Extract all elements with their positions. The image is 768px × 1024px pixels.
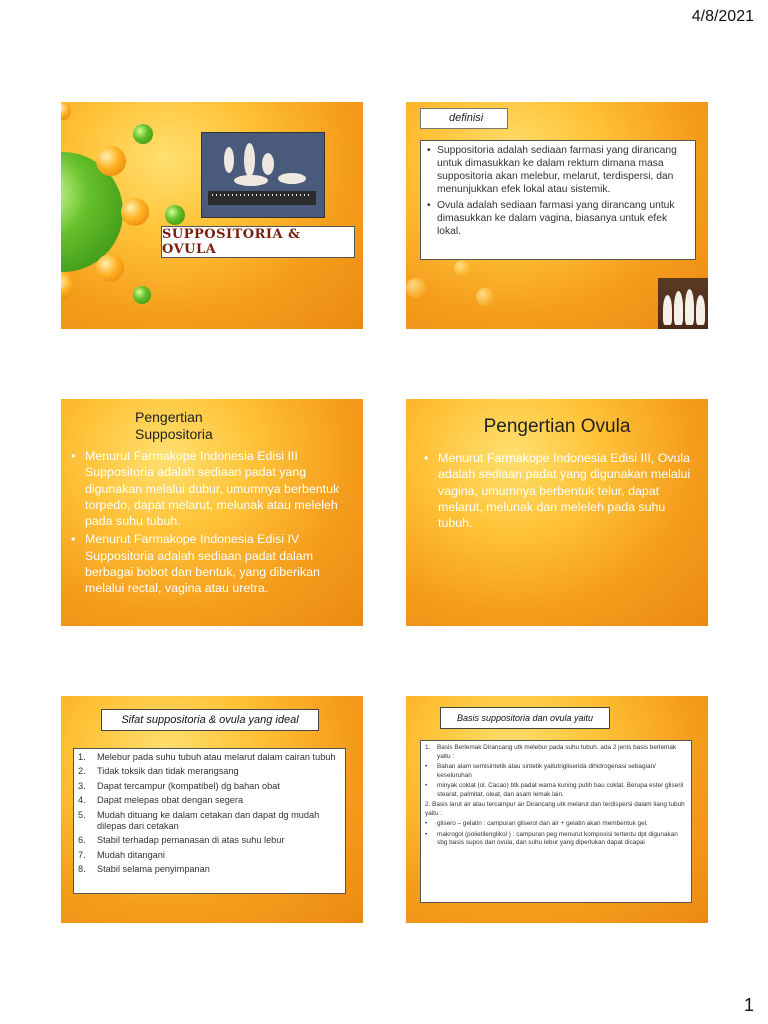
list-number: 3.	[78, 780, 86, 791]
list-number: 5.	[78, 809, 86, 820]
bullet-text: Menurut Farmakope Indonesia Edisi IV Suppositoria adalah sediaan padat dalam berbagai bobot dan bentuk, yang diberikan melalui rectal, vagina atau uretra.	[85, 532, 320, 596]
list-item	[78, 835, 339, 846]
list-item	[78, 752, 339, 763]
bullet-mark: •	[424, 451, 429, 465]
list-text: Dapat tercampur (kompatibel) dg bahan obat	[97, 780, 280, 791]
slide-pengertian-suppositoria	[61, 399, 363, 626]
orange-bubble-decoration	[61, 272, 73, 300]
list-number: 7.	[78, 849, 86, 860]
list-number: 4.	[78, 795, 86, 806]
list-text: Bahan alam semisintetik atau sintetik yaitutrigliserida dihidrogenasi sebagian/ keseluruhan	[437, 763, 656, 779]
green-bubble-decoration	[133, 124, 153, 144]
bullet-mark: •	[425, 763, 428, 770]
list-text: Basis Berlemak Dirancang utk melebur pada suhu tubuh. ada 2 jenis basis berlemak yaitu :	[437, 744, 677, 760]
bullet-text: Suppositoria adalah sediaan farmasi yang dirancang untuk dimasukkan ke dalam rektum dimana masa suppositoria akan melebur, melarut, terdispersi, dan menunjukkan efek lokal atau sistemik.	[437, 145, 677, 195]
list-text: Mudah dituang ke dalam cetakan dan dapat dg mudah dilepas dari cetakan	[97, 809, 320, 832]
suppository-shape	[224, 147, 234, 173]
list-item	[425, 782, 685, 799]
list-item	[425, 801, 685, 818]
list-item	[78, 810, 339, 833]
list-item	[78, 781, 339, 792]
list-text: Stabil terhadap pemanasan di atas suhu lebur	[97, 835, 285, 846]
list-item	[71, 531, 355, 596]
list-item	[425, 744, 685, 761]
slide-basis	[406, 696, 708, 923]
orange-bubble-decoration	[121, 198, 149, 226]
list-text: Tidak toksik dan tidak merangsang	[97, 766, 239, 777]
definisi-label: definisi	[420, 108, 508, 129]
sifat-list	[73, 748, 346, 894]
list-number: 1.	[425, 744, 431, 751]
page-number: 1	[743, 995, 754, 1015]
list-text: Mudah ditangani	[97, 849, 165, 860]
basis-list	[420, 740, 692, 903]
bullet-mark: •	[427, 200, 431, 211]
slide-heading: Pengertian Suppositoria	[135, 409, 213, 442]
list-number: 1.	[78, 752, 86, 762]
ruler-image	[208, 191, 316, 205]
slide-title-text: SUPPOSITORIA & OVULA	[161, 226, 355, 258]
slide-body	[424, 450, 700, 533]
sifat-label: Sifat suppositoria & ovula yang ideal	[101, 709, 319, 731]
slide-body	[71, 448, 355, 599]
ovule-shape	[696, 295, 705, 325]
list-text: Stabil selama penyimpanan	[97, 864, 210, 875]
ovule-shape	[663, 295, 672, 325]
basis-label: Basis suppositoria dan ovula yaitu	[440, 707, 610, 729]
list-text: glisero – gelatin : campuran gliserol dan air + gelatin akan membentuk gel.	[437, 820, 648, 827]
list-item	[427, 144, 689, 196]
slide-footer-mark	[356, 321, 357, 326]
list-number: 2.	[78, 766, 86, 777]
suppository-photo	[201, 132, 325, 218]
list-text: makrogol (polietilenglikol ) : campuran peg menurut komposisi tertentu dpt digunakan sbg basis supos dan ovula, dan suhu lebur yang diperlukan dapat dicapai	[437, 830, 678, 846]
ovula-photo	[658, 278, 708, 329]
bullet-mark: •	[425, 782, 428, 789]
orange-bubble-decoration	[96, 146, 126, 176]
ovule-shape	[674, 291, 683, 325]
list-text: Melebur pada suhu tubuh atau melarut dalam cairan tubuh	[97, 752, 336, 762]
bullet-mark: •	[427, 145, 431, 156]
faint-bubble-decoration	[454, 260, 470, 276]
slide-definisi	[406, 102, 708, 329]
slide-heading: Pengertian Ovula	[483, 416, 631, 437]
bullet-mark: •	[71, 449, 76, 463]
orange-bubble-decoration	[96, 254, 124, 282]
bullet-mark: •	[425, 820, 428, 827]
green-bubble-decoration	[133, 286, 151, 304]
list-item	[425, 763, 685, 780]
list-item	[78, 795, 339, 806]
bullet-text: Ovula adalah sediaan farmasi yang dirancang untuk dimasukkan ke dalam vagina, biasanya untuk efek lokal.	[437, 200, 675, 237]
ovule-shape	[685, 289, 694, 325]
suppository-shape	[244, 143, 255, 177]
print-date: 4/8/2021	[691, 8, 754, 25]
list-text: minyak coklat (ol. Cacao) btk padat warna kuning putih bau coklat. Berupa ester gliseril stearat, palmitat, oleat, dan asam lemak lain.	[437, 782, 684, 798]
list-number: 6.	[78, 835, 86, 846]
suppository-shape	[234, 175, 268, 186]
slide-pengertian-ovula	[406, 399, 708, 626]
list-item	[78, 864, 339, 875]
bullet-text: Menurut Farmakope Indonesia Edisi III, Ovula adalah sediaan padat yang digunakan melalui vagina, umumnya berbentuk telur, dapat melarut, melunak dan meleleh pada suhu tubuh.	[438, 451, 691, 531]
list-number: 8.	[78, 864, 86, 875]
list-item	[424, 450, 700, 531]
list-item	[78, 850, 339, 861]
list-item	[78, 766, 339, 777]
list-item	[71, 448, 355, 529]
list-text: 2. Basis larut air atau tercampur air Dirancang utk melarut dan terdispersi dalam liang tubuh yaitu :	[425, 801, 685, 817]
faint-bubble-decoration	[406, 278, 426, 298]
bullet-mark: •	[71, 532, 76, 547]
list-item	[425, 831, 685, 848]
list-text: Dapat melepas obat dengan segera	[97, 795, 244, 806]
suppository-shape	[262, 153, 274, 175]
faint-bubble-decoration	[476, 288, 494, 306]
bullet-mark: •	[425, 830, 428, 838]
suppository-shape	[278, 173, 306, 184]
green-bubble-decoration	[165, 205, 185, 225]
slide-sifat-ideal	[61, 696, 363, 923]
list-item	[427, 199, 689, 238]
list-item	[425, 820, 685, 829]
definisi-content	[420, 140, 696, 260]
orange-bubble-decoration	[61, 102, 71, 120]
bullet-text: Menurut Farmakope Indonesia Edisi III Suppositoria adalah sediaan padat yang digunakan melalui dubur, umumnya berbentuk torpedo, dapat melarut, melunak atau meleleh pada suhu tubuh.	[85, 449, 340, 529]
slide-title	[61, 102, 363, 329]
